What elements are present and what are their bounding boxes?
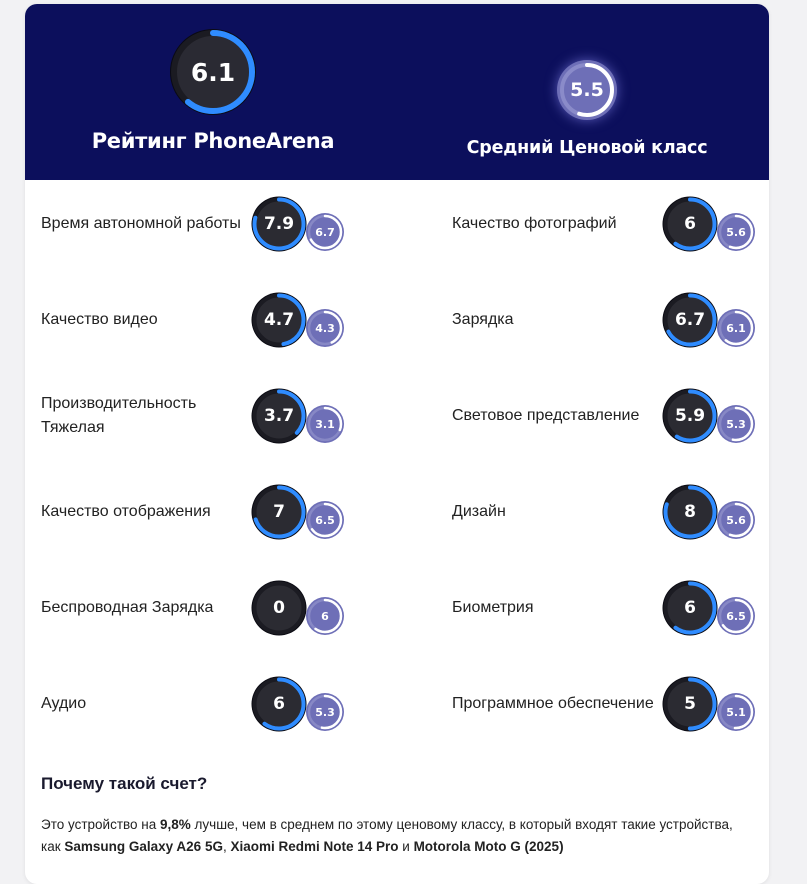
metric-class-average: 4.3: [315, 321, 335, 335]
metric-class-average-ring: [716, 692, 756, 732]
metric-score-ring: [251, 580, 307, 636]
metric-score: 4.7: [263, 310, 295, 330]
metric-row: [452, 672, 769, 736]
metric-row: [452, 192, 769, 256]
metric-score-ring: [251, 196, 307, 252]
metric-class-average: 6: [321, 609, 329, 623]
metric-class-average: 3.1: [315, 417, 335, 431]
metric-label: Аудио: [41, 695, 87, 712]
price-class-score-ring: [555, 58, 619, 122]
price-class-rating: [457, 58, 717, 158]
phonearena-score-value: 6.1: [190, 57, 236, 87]
price-class-score-value: 5.5: [570, 79, 604, 101]
metric-score-ring: [662, 580, 718, 636]
metric-score-ring: [662, 292, 718, 348]
metric-row: [452, 480, 769, 544]
why-text-separator: ,: [222, 839, 231, 854]
metric-label: Зарядка: [452, 311, 514, 328]
metric-score: 5.9: [674, 406, 706, 426]
metric-score: 7.9: [263, 214, 295, 234]
metric-class-average-ring: [305, 596, 345, 636]
metric-class-average: 5.1: [726, 705, 746, 719]
metric-score: 3.7: [263, 406, 295, 426]
metric-row: [41, 480, 371, 544]
metric-row: [452, 576, 769, 640]
why-score-text: [41, 814, 741, 858]
metric-label: Световое представление: [452, 407, 640, 424]
metric-row: [41, 288, 371, 352]
metric-class-average: 6.5: [315, 513, 335, 527]
metric-score: 6.7: [674, 310, 706, 330]
metric-score-ring: [662, 196, 718, 252]
metric-label: Время автономной работы: [41, 215, 241, 232]
metric-score: 6: [273, 694, 285, 714]
metric-class-average-ring: [716, 212, 756, 252]
metric-score-ring: [662, 484, 718, 540]
metric-class-average: 6.7: [315, 225, 335, 239]
metric-class-average-ring: [716, 404, 756, 444]
metric-row: [452, 384, 769, 448]
why-text-separator: и: [398, 839, 414, 854]
device-link[interactable]: Xiaomi Redmi Note 14 Pro: [230, 839, 399, 854]
why-percent: 9,8%: [160, 817, 191, 832]
metric-class-average: 6.1: [726, 321, 746, 335]
metric-score-ring: [251, 388, 307, 444]
metric-score-ring: [251, 292, 307, 348]
metric-score-ring: [251, 484, 307, 540]
phonearena-score-ring: [169, 28, 257, 116]
metric-class-average-ring: [305, 692, 345, 732]
metric-label: Производительность Тяжелая: [41, 395, 197, 436]
metric-label: Беспроводная Зарядка: [41, 599, 214, 616]
rating-header: [25, 4, 769, 180]
metric-class-average-ring: [305, 404, 345, 444]
metric-row: [41, 576, 371, 640]
metric-class-average: 5.6: [726, 225, 746, 239]
metric-row: [41, 192, 371, 256]
metric-score: 0: [273, 598, 285, 618]
metric-class-average-ring: [305, 500, 345, 540]
metric-label: Качество фотографий: [452, 215, 617, 232]
metric-label: Качество видео: [41, 311, 158, 328]
why-text-part: лучше, чем в среднем по этому ценовому классу, в который входят такие устройства, как: [41, 817, 733, 854]
metric-row: [41, 384, 371, 448]
price-class-title: Средний Ценовой класс: [466, 138, 708, 158]
metric-label: Биометрия: [452, 599, 534, 616]
metric-score-ring: [251, 676, 307, 732]
metric-class-average-ring: [716, 596, 756, 636]
metric-score-ring: [662, 676, 718, 732]
metric-class-average-ring: [305, 212, 345, 252]
metric-score: 7: [273, 502, 285, 522]
metric-class-average: 5.3: [315, 705, 335, 719]
rating-card: [25, 4, 769, 884]
metric-row: [41, 672, 371, 736]
device-link[interactable]: Samsung Galaxy A26 5G: [64, 839, 223, 854]
metric-class-average: 5.6: [726, 513, 746, 527]
metric-class-average: 6.5: [726, 609, 746, 623]
metric-class-average-ring: [305, 308, 345, 348]
metric-class-average-ring: [716, 500, 756, 540]
metric-score: 6: [684, 598, 696, 618]
metric-label: Программное обеспечение: [452, 695, 654, 712]
why-score-heading: Почему такой счет?: [41, 774, 208, 793]
phonearena-rating-title: Рейтинг PhoneArena: [91, 129, 335, 153]
why-text-part: Это устройство на: [41, 817, 161, 832]
metric-class-average-ring: [716, 308, 756, 348]
metric-label: Дизайн: [452, 503, 506, 520]
metric-score: 8: [684, 502, 696, 522]
device-link[interactable]: Motorola Moto G (2025): [413, 839, 564, 854]
metric-score: 6: [684, 214, 696, 234]
metric-row: [452, 288, 769, 352]
metric-class-average: 5.3: [726, 417, 746, 431]
phonearena-rating: [87, 28, 339, 153]
metric-score: 5: [684, 694, 696, 714]
metric-label: Качество отображения: [41, 503, 211, 520]
metric-score-ring: [662, 388, 718, 444]
